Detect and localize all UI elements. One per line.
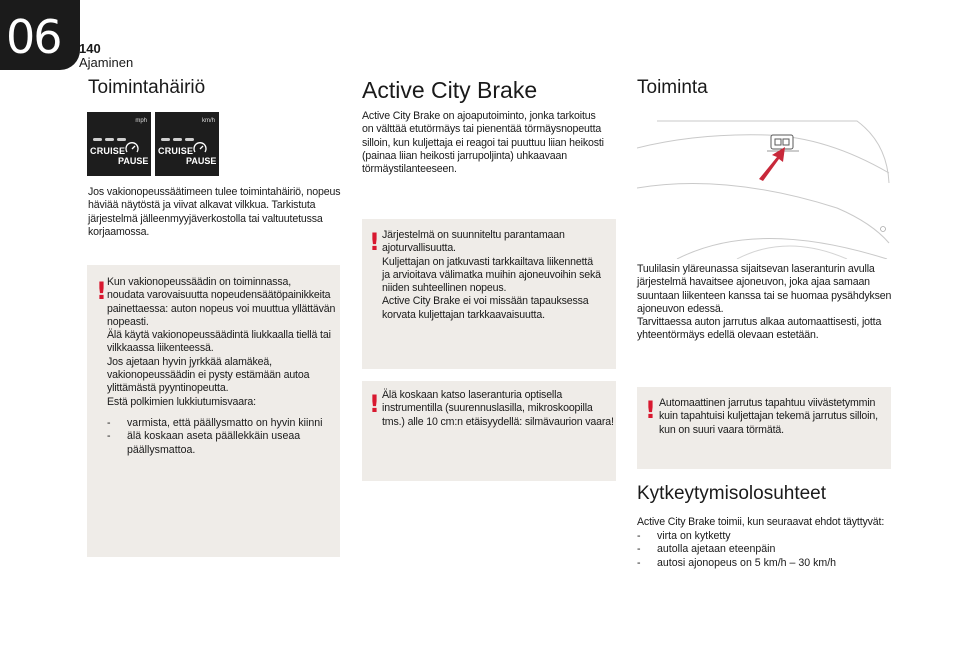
list-item-text: virta on kytketty — [657, 530, 731, 542]
operation-heading: Toiminta — [637, 77, 708, 98]
list-dash: - — [637, 530, 641, 542]
warning-icon: ! — [96, 277, 107, 305]
cruise-display-mph — [87, 112, 151, 176]
list-item-text: autosi ajonopeus on 5 km/h – 30 km/h — [657, 556, 837, 569]
cruise-gauge-icon — [125, 142, 139, 154]
warning-icon: ! — [369, 228, 380, 256]
operation-text: Tuulilasin yläreunassa sijaitsevan laseranturin avulla järjestelmä havaitsee ajoneuvon, joka ajaa samaan suuntaan liikenteen kanssa tai se huomaa pysähdyksen ajoneuvon edessä. Tarvittaessa auton jarrutus alkaa automaattisesti, jotta yhteentörmäys edellä olevaan estetään. — [637, 263, 892, 342]
list-dash: - — [107, 430, 111, 443]
page-number: 140 — [79, 41, 101, 56]
list-item — [637, 557, 892, 570]
malfunction-heading: Toimintahäiriö — [88, 77, 206, 98]
list-dash: - — [107, 417, 111, 429]
section-name: Ajaminen — [79, 55, 134, 70]
cruise-warning-box — [87, 265, 340, 557]
warning-icon: ! — [645, 396, 656, 424]
chapter-tab — [0, 0, 80, 70]
pause-label: PAUSE — [186, 156, 217, 166]
braking-note-box — [637, 387, 891, 469]
pause-label: PAUSE — [118, 156, 149, 166]
windscreen-sensor-illustration — [637, 113, 891, 259]
speed-unit: km/h — [201, 118, 215, 124]
list-item-text: varmista, että päällysmatto on hyvin kiinni — [127, 417, 323, 429]
warning-icon: ! — [369, 390, 380, 418]
cruise-gauge-icon — [193, 142, 207, 154]
list-dash: - — [637, 556, 641, 569]
laser-warning-text: Älä koskaan katso laseranturia optisella instrumentilla (suurennuslasilla, mikroskoopilla tms.) alle 10 cm:n etäisyydellä: silmävaurion vaara! — [382, 389, 614, 428]
list-item — [107, 430, 339, 457]
list-item-text: älä koskaan aseta päällekkäin useaa päällysmattoa. — [127, 430, 301, 456]
pedal-lock-list — [107, 417, 339, 457]
speed-unit: mph — [135, 118, 147, 124]
list-item — [107, 417, 339, 430]
cruise-display-kmh — [155, 112, 219, 176]
laser-warning-box — [362, 381, 616, 481]
list-item — [637, 543, 892, 556]
safety-note-text: Järjestelmä on suunniteltu parantamaan ajoturvallisuutta. Kuljettajan on jatkuvasti tarkkailtava liikennettä ja arvioitava välimatka muihin ajoneuvoihin sekä niiden suhteellinen nopeus. Active City Brake ei voi missään tapauksessa korvata kuljettajan tarkkaavaisuutta. — [382, 229, 601, 321]
malfunction-text: Jos vakionopeussäätimeen tulee toimintahäiriö, nopeus häviää näytöstä ja viivat alkavat vilkkua. Tarkistuta järjestelmä jälleenmyyjäverkostolla tai valtuutetussa korjaamossa. — [88, 186, 341, 238]
list-item-text: autolla ajetaan eteenpäin — [657, 543, 776, 556]
speed-dashes — [161, 128, 205, 132]
braking-note-text: Automaattinen jarrutus tapahtuu viivästetymmin kuin tapahtuisi kuljettajan tekemä jarrutus silloin, kun on suuri vaara törmätä. — [659, 397, 878, 436]
activation-conditions-heading: Kytkeytymisolosuhteet — [637, 483, 827, 504]
active-city-brake-intro: Active City Brake on ajoaputoiminto, jonka tarkoitus on välttää etutörmäys tai pienentää törmäysnopeutta silloin, kun kuljettaja ei reagoi tai puuttuu liian heikosti (painaa liian heikosti jarrupoljinta) uhkaavaan törmäystilanteeseen. — [362, 110, 604, 176]
activation-conditions-intro: Active City Brake toimii, kun seuraavat ehdot täyttyvät: — [637, 516, 885, 528]
cruise-warning-text: Kun vakionopeussäädin on toiminnassa, noudata varovaisuutta nopeudensäätöpainikkeita painettaessa: auton nopeus voi muuttua yllättävän nopeasti. Älä käytä vakionopeussäädintä liukkaalla tiellä tai vilkkaassa liikenteessä. Jos ajetaan hyvin jyrkkää alamäkeä, vakionopeussäädin ei pysty estämään autoa ylittämästä pyyntinopeutta. Estä polkimien lukkiutumisvaara: — [107, 276, 336, 408]
list-item — [637, 530, 892, 543]
safety-note-box — [362, 219, 616, 369]
list-dash: - — [637, 543, 641, 556]
cruise-label: CRUISE — [90, 146, 126, 156]
activation-conditions-list — [637, 530, 892, 570]
cruise-label: CRUISE — [158, 146, 194, 156]
chapter-number: 06 — [6, 10, 61, 64]
active-city-brake-heading: Active City Brake — [362, 77, 538, 103]
speed-dashes — [93, 128, 137, 132]
